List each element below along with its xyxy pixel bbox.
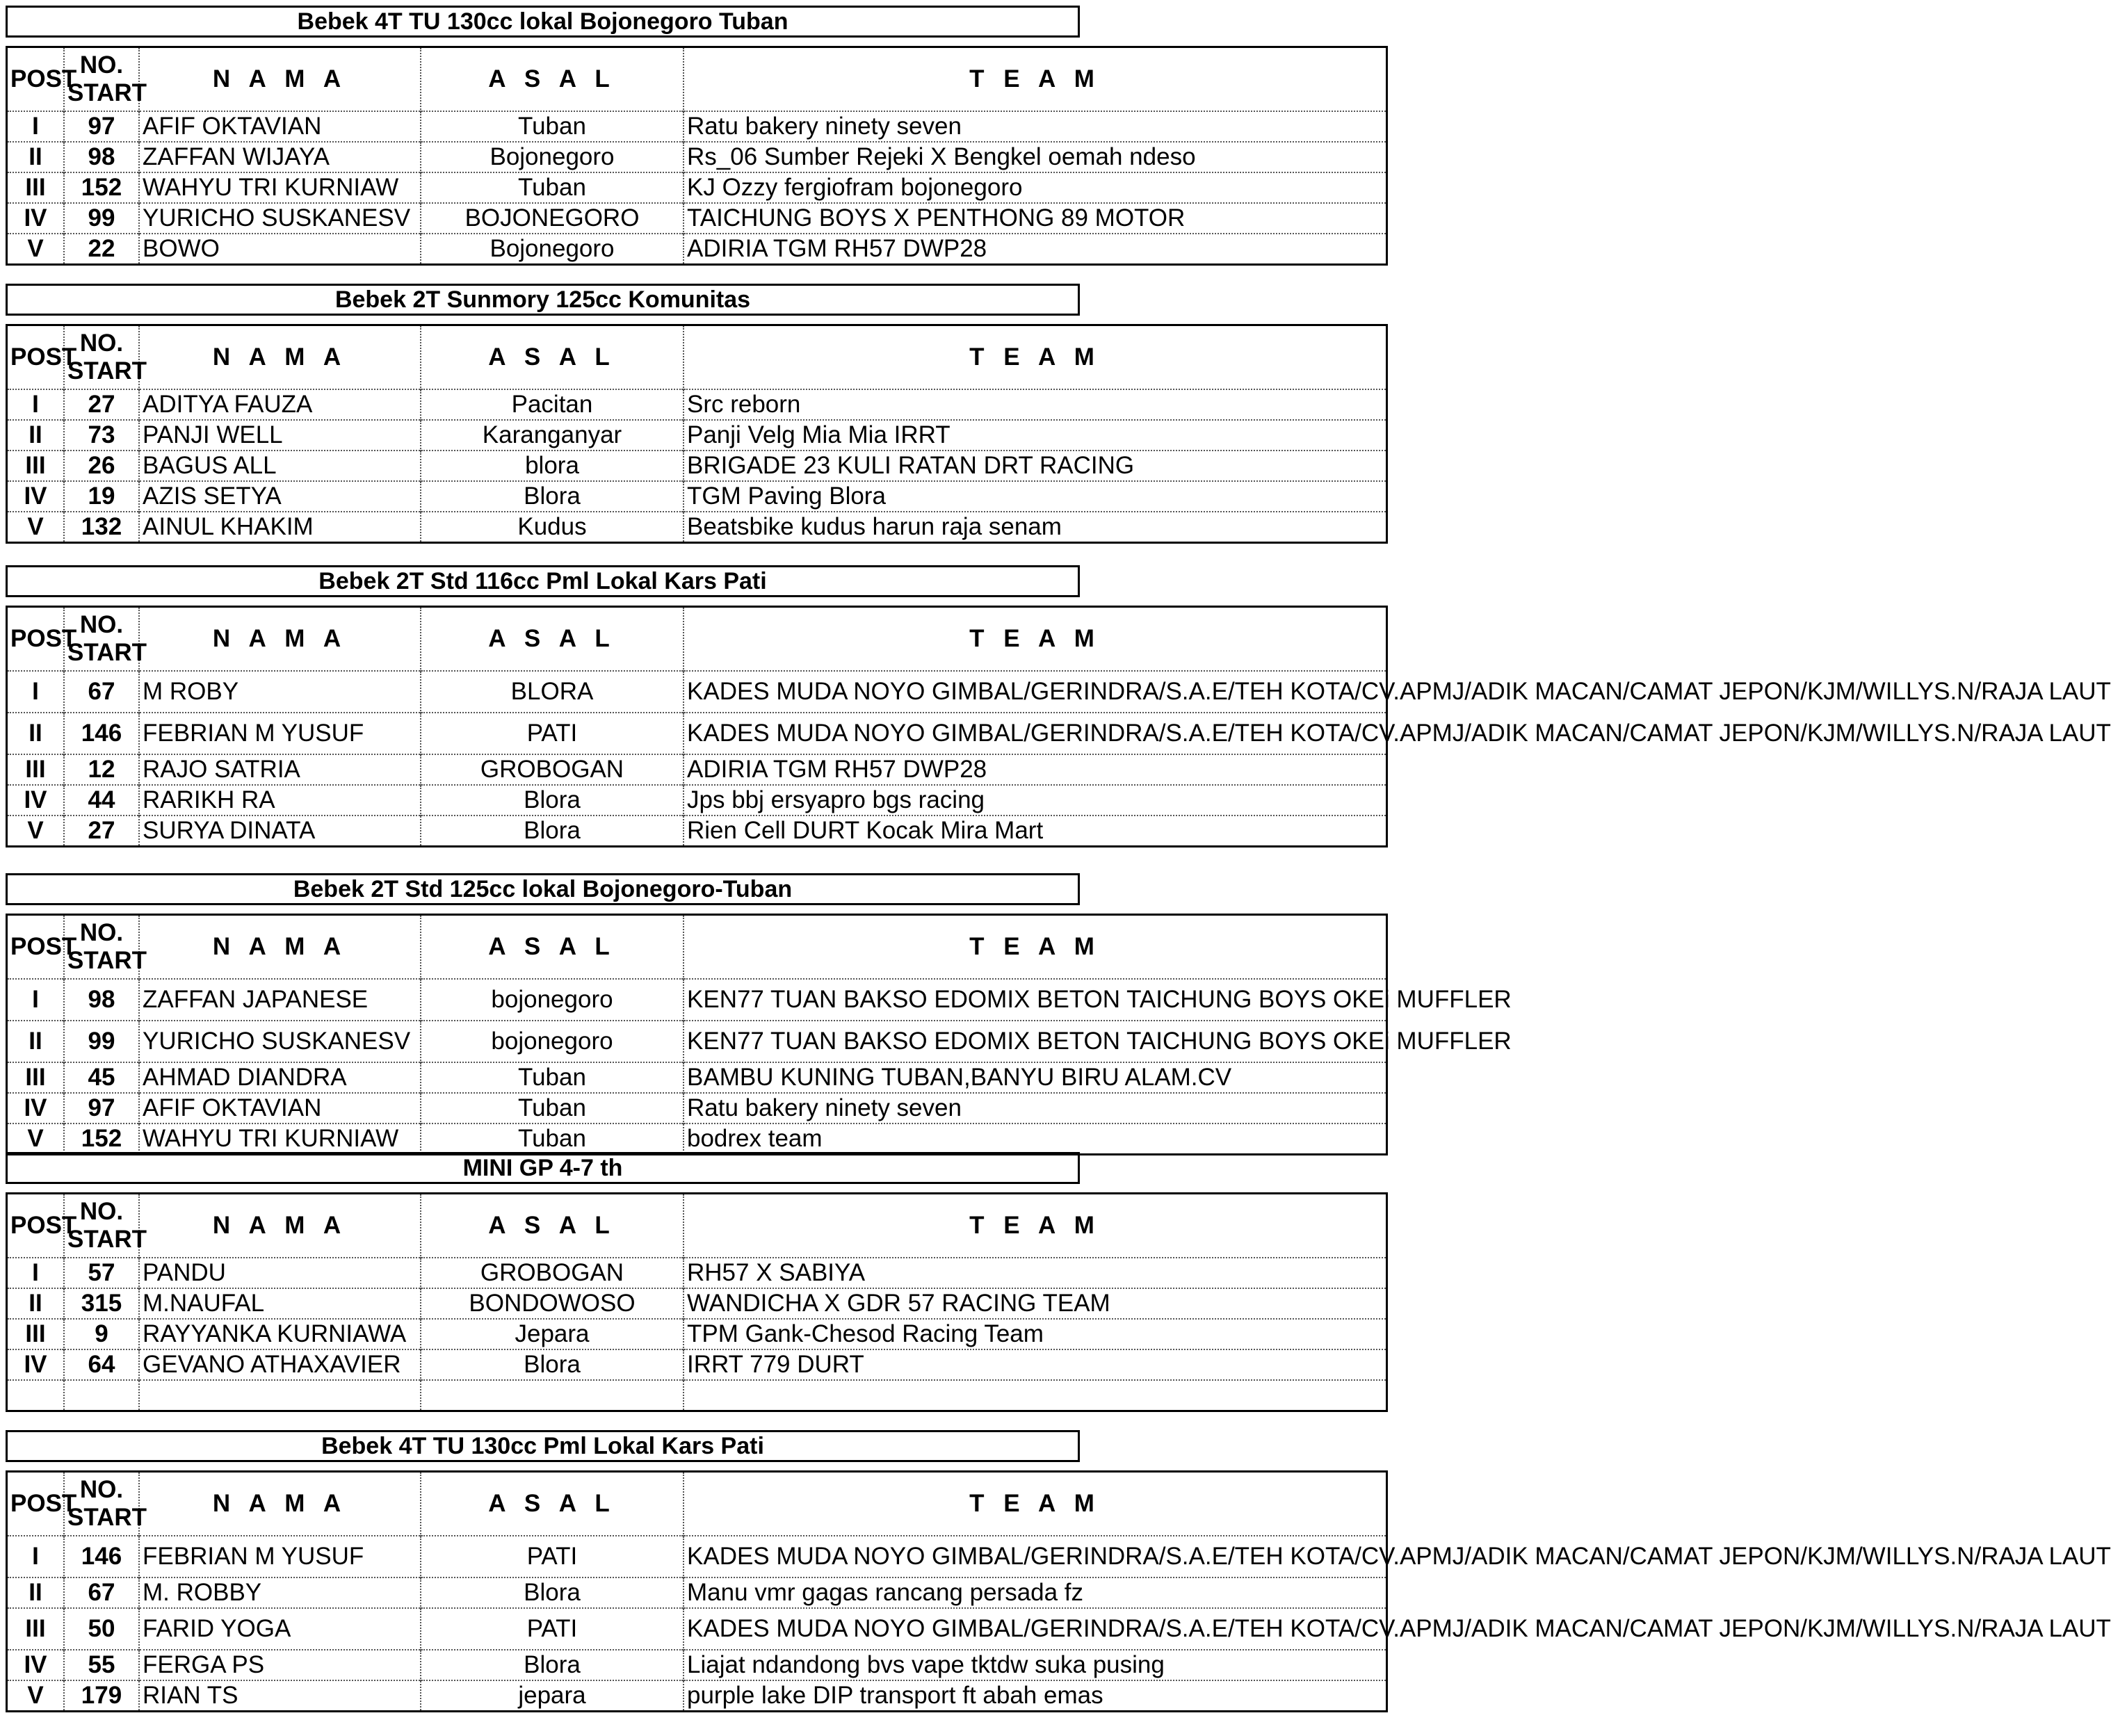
cell-post [7, 1380, 65, 1411]
cell-nama: ZAFFAN WIJAYA [139, 142, 421, 172]
table-row [7, 816, 1387, 847]
header-row [7, 47, 1387, 112]
cell-no-start: 27 [64, 816, 139, 847]
header-row [7, 1472, 1387, 1536]
cell-no-start: 67 [64, 671, 139, 713]
cell-nama: YURICHO SUSKANESV [139, 203, 421, 234]
cell-no-start: 315 [64, 1288, 139, 1319]
col-header-post: POST [7, 47, 65, 112]
cell-nama: RARIKH RA [139, 785, 421, 816]
cell-team [684, 1380, 1387, 1411]
cell-no-start: 67 [64, 1577, 139, 1608]
table-row [7, 111, 1387, 142]
cell-post: II [7, 713, 65, 754]
cell-asal: blora [421, 451, 684, 481]
col-header-no-line2: START [67, 639, 147, 666]
cell-post: III [7, 754, 65, 785]
table-row [7, 979, 1387, 1021]
cell-nama: FEBRIAN M YUSUF [139, 713, 421, 754]
cell-asal: GROBOGAN [421, 1258, 684, 1288]
col-header-nama: N A M A [139, 1194, 421, 1258]
cell-post: I [7, 979, 65, 1021]
cell-asal: jepara [421, 1680, 684, 1712]
col-header-no-line2: START [67, 947, 147, 974]
cell-no-start: 146 [64, 1536, 139, 1577]
cell-nama: AINUL KHAKIM [139, 512, 421, 543]
cell-asal: Kudus [421, 512, 684, 543]
table-row [7, 1577, 1387, 1608]
header-row [7, 915, 1387, 980]
cell-nama: RAJO SATRIA [139, 754, 421, 785]
col-header-post: POST [7, 1472, 65, 1536]
cell-no-start: 9 [64, 1319, 139, 1349]
cell-asal: BOJONEGORO [421, 203, 684, 234]
cell-nama: M. ROBBY [139, 1577, 421, 1608]
cell-asal: BLORA [421, 671, 684, 713]
cell-post: I [7, 111, 65, 142]
cell-team: BRIGADE 23 KULI RATAN DRT RACING [684, 451, 1387, 481]
cell-no-start: 27 [64, 389, 139, 420]
cell-team: Rs_06 Sumber Rejeki X Bengkel oemah ndeso [684, 142, 1387, 172]
cell-team: TAICHUNG BOYS X PENTHONG 89 MOTOR [684, 203, 1387, 234]
cell-team: RH57 X SABIYA [684, 1258, 1387, 1288]
cell-post: II [7, 142, 65, 172]
cell-asal: Jepara [421, 1319, 684, 1349]
cell-no-start: 55 [64, 1650, 139, 1680]
section-title: MINI GP 4-7 th [6, 1152, 1080, 1184]
cell-nama: M ROBY [139, 671, 421, 713]
cell-no-start: 99 [64, 203, 139, 234]
cell-team: bodrex team [684, 1123, 1387, 1155]
cell-team: Src reborn [684, 389, 1387, 420]
table-row [7, 512, 1387, 543]
table-row [7, 420, 1387, 451]
cell-asal: Blora [421, 481, 684, 512]
cell-no-start: 99 [64, 1021, 139, 1062]
cell-post: IV [7, 1650, 65, 1680]
cell-nama [139, 1380, 421, 1411]
cell-asal: Tuban [421, 1123, 684, 1155]
cell-no-start: 98 [64, 979, 139, 1021]
col-header-asal: A S A L [421, 915, 684, 980]
table-row [7, 1062, 1387, 1093]
cell-asal: Blora [421, 1577, 684, 1608]
section-title: Bebek 4T TU 130cc lokal Bojonegoro Tuban [6, 6, 1080, 38]
table-row [7, 172, 1387, 203]
cell-team: TGM Paving Blora [684, 481, 1387, 512]
cell-no-start: 44 [64, 785, 139, 816]
cell-asal: Blora [421, 816, 684, 847]
cell-asal: Pacitan [421, 389, 684, 420]
cell-post: II [7, 1288, 65, 1319]
cell-post: V [7, 816, 65, 847]
cell-nama: SURYA DINATA [139, 816, 421, 847]
cell-post: I [7, 1258, 65, 1288]
cell-no-start: 98 [64, 142, 139, 172]
cell-no-start: 152 [64, 172, 139, 203]
col-header-nama: N A M A [139, 325, 421, 390]
col-header-no-start [64, 47, 147, 112]
col-header-no-line1: NO. [79, 330, 124, 357]
cell-post: V [7, 1680, 65, 1712]
cell-asal: Tuban [421, 111, 684, 142]
col-header-team: T E A M [684, 47, 1387, 112]
col-header-no-start [64, 325, 147, 390]
start-list-table [6, 606, 2111, 847]
cell-no-start [64, 1380, 139, 1411]
cell-post: IV [7, 203, 65, 234]
cell-nama: AZIS SETYA [139, 481, 421, 512]
start-list-table [6, 914, 1512, 1155]
cell-team: Liajat ndandong bvs vape tktdw suka pusing [684, 1650, 1387, 1680]
cell-no-start: 97 [64, 111, 139, 142]
cell-post: III [7, 172, 65, 203]
cell-nama: ZAFFAN JAPANESE [139, 979, 421, 1021]
col-header-no-line1: NO. [79, 611, 124, 638]
cell-asal: GROBOGAN [421, 754, 684, 785]
cell-post: I [7, 671, 65, 713]
table-row [7, 1536, 1387, 1577]
table-row [7, 1258, 1387, 1288]
col-header-no-start [64, 607, 147, 672]
cell-post: II [7, 420, 65, 451]
cell-nama: GEVANO ATHAXAVIER [139, 1349, 421, 1380]
cell-team: ADIRIA TGM RH57 DWP28 [684, 234, 1387, 265]
cell-team: Ratu bakery ninety seven [684, 1093, 1387, 1123]
table-row [7, 754, 1387, 785]
cell-asal: Blora [421, 785, 684, 816]
col-header-no-start [64, 915, 147, 980]
cell-team: BAMBU KUNING TUBAN,BANYU BIRU ALAM.CV [684, 1062, 1387, 1093]
cell-asal: Blora [421, 1650, 684, 1680]
start-list-table [6, 46, 1388, 266]
cell-team: WANDICHA X GDR 57 RACING TEAM [684, 1288, 1387, 1319]
table-row [7, 1288, 1387, 1319]
col-header-team: T E A M [684, 325, 1387, 390]
cell-asal: bojonegoro [421, 979, 684, 1021]
cell-nama: WAHYU TRI KURNIAW [139, 172, 421, 203]
cell-post: II [7, 1021, 65, 1062]
cell-team: ADIRIA TGM RH57 DWP28 [684, 754, 1387, 785]
cell-team: KEN77 TUAN BAKSO EDOMIX BETON TAICHUNG BOYS OKEi MUFFLER [684, 979, 1387, 1021]
cell-team: IRRT 779 DURT [684, 1349, 1387, 1380]
col-header-nama: N A M A [139, 915, 421, 980]
col-header-team: T E A M [684, 607, 1387, 672]
col-header-post: POST [7, 325, 65, 390]
cell-team: Ratu bakery ninety seven [684, 111, 1387, 142]
cell-asal: Bojonegoro [421, 142, 684, 172]
table-row [7, 785, 1387, 816]
col-header-no-line1: NO. [79, 919, 124, 946]
cell-nama: AHMAD DIANDRA [139, 1062, 421, 1093]
cell-no-start: 73 [64, 420, 139, 451]
col-header-team: T E A M [684, 1472, 1387, 1536]
cell-no-start: 146 [64, 713, 139, 754]
cell-team: TPM Gank-Chesod Racing Team [684, 1319, 1387, 1349]
cell-post: IV [7, 1093, 65, 1123]
cell-no-start: 12 [64, 754, 139, 785]
col-header-no-line1: NO. [79, 1476, 124, 1503]
table-row [7, 234, 1387, 265]
cell-no-start: 26 [64, 451, 139, 481]
cell-asal: PATI [421, 1608, 684, 1650]
col-header-asal: A S A L [421, 607, 684, 672]
cell-no-start: 152 [64, 1123, 139, 1155]
cell-no-start: 22 [64, 234, 139, 265]
start-list-table [6, 1470, 2111, 1712]
cell-asal: PATI [421, 713, 684, 754]
table-row [7, 1319, 1387, 1349]
cell-asal: Tuban [421, 1093, 684, 1123]
cell-post: IV [7, 481, 65, 512]
cell-asal: Blora [421, 1349, 684, 1380]
col-header-post: POST [7, 1194, 65, 1258]
cell-team: Manu vmr gagas rancang persada fz [684, 1577, 1387, 1608]
cell-nama: RIAN TS [139, 1680, 421, 1712]
cell-asal: Tuban [421, 172, 684, 203]
cell-asal: Bojonegoro [421, 234, 684, 265]
cell-asal: PATI [421, 1536, 684, 1577]
col-header-no-line2: START [67, 357, 147, 384]
cell-no-start: 57 [64, 1258, 139, 1288]
section-title: Bebek 2T Std 116cc Pml Lokal Kars Pati [6, 565, 1080, 597]
cell-asal [421, 1380, 684, 1411]
cell-no-start: 97 [64, 1093, 139, 1123]
header-row [7, 1194, 1387, 1258]
table-row [7, 481, 1387, 512]
col-header-post: POST [7, 915, 65, 980]
cell-nama: PANDU [139, 1258, 421, 1288]
table-row [7, 1650, 1387, 1680]
cell-nama: AFIF OKTAVIAN [139, 1093, 421, 1123]
cell-team: Rien Cell DURT Kocak Mira Mart [684, 816, 1387, 847]
section-title: Bebek 4T TU 130cc Pml Lokal Kars Pati [6, 1430, 1080, 1462]
col-header-no-line1: NO. [79, 51, 124, 79]
table-row [7, 1680, 1387, 1712]
cell-nama: RAYYANKA KURNIAWA [139, 1319, 421, 1349]
start-list-table [6, 1192, 1388, 1412]
cell-team: KJ Ozzy fergiofram bojonegoro [684, 172, 1387, 203]
cell-team: purple lake DIP transport ft abah emas [684, 1680, 1387, 1712]
table-row [7, 713, 1387, 754]
col-header-nama: N A M A [139, 607, 421, 672]
cell-asal: bojonegoro [421, 1021, 684, 1062]
cell-nama: PANJI WELL [139, 420, 421, 451]
cell-team: KEN77 TUAN BAKSO EDOMIX BETON TAICHUNG BOYS OKEi MUFFLER [684, 1021, 1387, 1062]
cell-asal: Tuban [421, 1062, 684, 1093]
cell-team: KADES MUDA NOYO GIMBAL/GERINDRA/S.A.E/TEH KOTA/CV.APMJ/ADIK MACAN/CAMAT JEPON/KJM/WILLYS.N/RAJA LAUT [684, 1608, 1387, 1650]
cell-no-start: 179 [64, 1680, 139, 1712]
cell-post: III [7, 1319, 65, 1349]
cell-nama: FARID YOGA [139, 1608, 421, 1650]
cell-no-start: 19 [64, 481, 139, 512]
col-header-no-line2: START [67, 1226, 147, 1253]
col-header-asal: A S A L [421, 1472, 684, 1536]
table-row [7, 1093, 1387, 1123]
section-title: Bebek 2T Sunmory 125cc Komunitas [6, 284, 1080, 316]
cell-team: KADES MUDA NOYO GIMBAL/GERINDRA/S.A.E/TEH KOTA/CV.APMJ/ADIK MACAN/CAMAT JEPON/KJM/WILLYS.N/RAJA LAUT [684, 671, 1387, 713]
cell-nama: YURICHO SUSKANESV [139, 1021, 421, 1062]
cell-post: III [7, 1608, 65, 1650]
cell-nama: FEBRIAN M YUSUF [139, 1536, 421, 1577]
table-row [7, 1608, 1387, 1650]
cell-no-start: 64 [64, 1349, 139, 1380]
header-row [7, 607, 1387, 672]
cell-post: V [7, 1123, 65, 1155]
header-row [7, 325, 1387, 390]
cell-post: II [7, 1577, 65, 1608]
cell-nama: M.NAUFAL [139, 1288, 421, 1319]
col-header-asal: A S A L [421, 47, 684, 112]
cell-no-start: 132 [64, 512, 139, 543]
cell-nama: BAGUS ALL [139, 451, 421, 481]
col-header-post: POST [7, 607, 65, 672]
table-row [7, 1123, 1387, 1155]
col-header-team: T E A M [684, 915, 1387, 980]
cell-nama: BOWO [139, 234, 421, 265]
table-row [7, 1380, 1387, 1411]
start-list-table [6, 324, 1388, 544]
cell-nama: ADITYA FAUZA [139, 389, 421, 420]
cell-post: IV [7, 1349, 65, 1380]
table-row [7, 451, 1387, 481]
col-header-nama: N A M A [139, 1472, 421, 1536]
table-row [7, 1349, 1387, 1380]
table-row [7, 1021, 1387, 1062]
cell-post: V [7, 512, 65, 543]
cell-team: Jps bbj ersyapro bgs racing [684, 785, 1387, 816]
col-header-no-start [64, 1194, 147, 1258]
col-header-asal: A S A L [421, 325, 684, 390]
cell-post: I [7, 389, 65, 420]
cell-post: I [7, 1536, 65, 1577]
cell-team: KADES MUDA NOYO GIMBAL/GERINDRA/S.A.E/TEH KOTA/CV.APMJ/ADIK MACAN/CAMAT JEPON/KJM/WILLYS.N/RAJA LAUT [684, 713, 1387, 754]
col-header-no-line2: START [67, 1504, 147, 1531]
cell-nama: WAHYU TRI KURNIAW [139, 1123, 421, 1155]
cell-nama: FERGA PS [139, 1650, 421, 1680]
col-header-nama: N A M A [139, 47, 421, 112]
table-row [7, 203, 1387, 234]
cell-team: KADES MUDA NOYO GIMBAL/GERINDRA/S.A.E/TEH KOTA/CV.APMJ/ADIK MACAN/CAMAT JEPON/KJM/WILLYS.N/RAJA LAUT [684, 1536, 1387, 1577]
cell-no-start: 45 [64, 1062, 139, 1093]
col-header-no-start [64, 1472, 147, 1536]
cell-nama: AFIF OKTAVIAN [139, 111, 421, 142]
col-header-no-line2: START [67, 79, 147, 106]
cell-team: Panji Velg Mia Mia IRRT [684, 420, 1387, 451]
col-header-asal: A S A L [421, 1194, 684, 1258]
cell-no-start: 50 [64, 1608, 139, 1650]
table-row [7, 671, 1387, 713]
cell-post: III [7, 1062, 65, 1093]
section-title: Bebek 2T Std 125cc lokal Bojonegoro-Tuban [6, 873, 1080, 905]
col-header-no-line1: NO. [79, 1198, 124, 1225]
cell-asal: Karanganyar [421, 420, 684, 451]
table-row [7, 389, 1387, 420]
cell-post: IV [7, 785, 65, 816]
cell-team: Beatsbike kudus harun raja senam [684, 512, 1387, 543]
cell-post: V [7, 234, 65, 265]
table-row [7, 142, 1387, 172]
cell-post: III [7, 451, 65, 481]
col-header-team: T E A M [684, 1194, 1387, 1258]
cell-asal: BONDOWOSO [421, 1288, 684, 1319]
